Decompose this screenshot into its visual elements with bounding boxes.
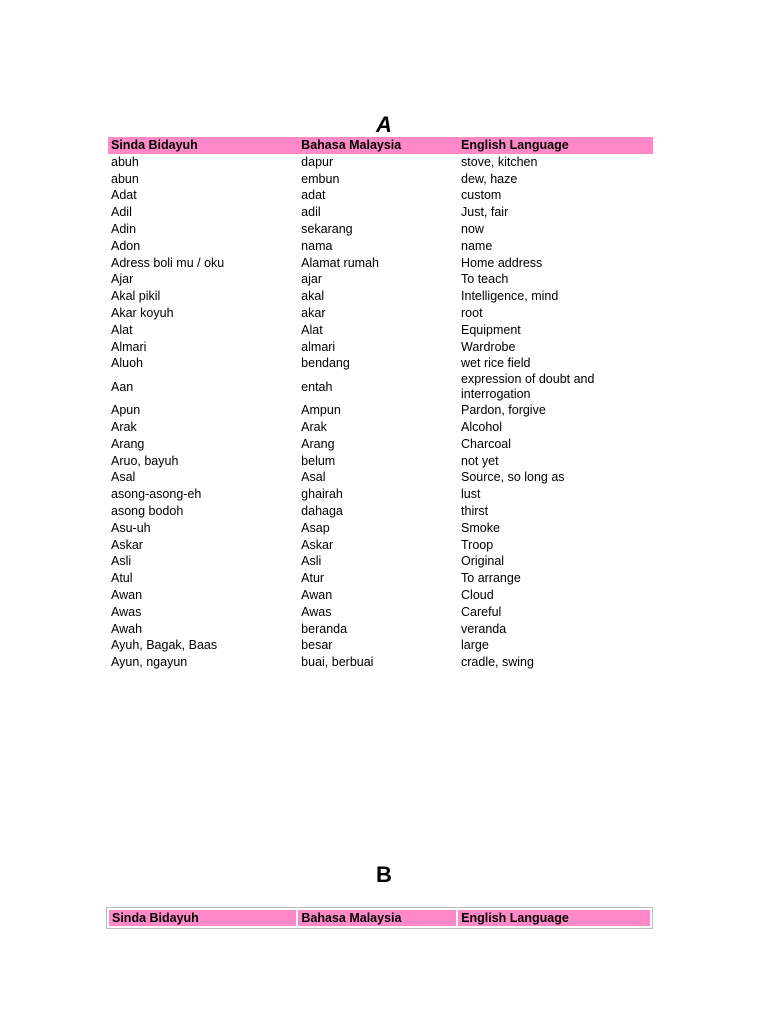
bahasa-malaysia-cell: Atur	[301, 571, 325, 586]
header-sinda-bidayuh: Sinda Bidayuh	[108, 137, 298, 154]
english-cell: Just, fair	[461, 205, 509, 220]
bahasa-malaysia-cell: Arang	[301, 436, 335, 451]
bahasa-malaysia-cell: Alamat rumah	[301, 255, 379, 270]
bahasa-malaysia-cell: besar	[301, 638, 333, 653]
table-row	[108, 255, 653, 272]
table-body-a	[108, 154, 653, 671]
table-row	[108, 587, 653, 604]
table-row	[108, 154, 653, 171]
table-row	[108, 436, 653, 453]
sinda-bidayuh-cell: Asli	[111, 554, 132, 569]
table-row	[108, 520, 653, 537]
sinda-bidayuh-cell: Adin	[111, 222, 137, 237]
bahasa-malaysia-cell: adil	[301, 205, 321, 220]
table-row	[108, 339, 653, 356]
bahasa-malaysia-cell: Askar	[301, 537, 334, 552]
bahasa-malaysia-cell: Asal	[301, 470, 326, 485]
bahasa-malaysia-cell: Asli	[301, 554, 322, 569]
bahasa-malaysia-cell: ajar	[301, 272, 323, 287]
english-cell: Original	[461, 554, 505, 569]
sinda-bidayuh-cell: Awas	[111, 604, 142, 619]
english-cell: dew, haze	[461, 171, 518, 186]
bahasa-malaysia-cell: Arak	[301, 420, 327, 435]
bahasa-malaysia-cell: Asap	[301, 520, 330, 535]
sinda-bidayuh-cell: Adress boli mu / oku	[111, 255, 225, 270]
table-row	[108, 171, 653, 188]
sinda-bidayuh-cell: Ayun, ngayun	[111, 655, 188, 670]
english-cell: cradle, swing	[461, 655, 534, 670]
bahasa-malaysia-cell: bendang	[301, 356, 350, 371]
table-row	[108, 305, 653, 322]
sinda-bidayuh-cell: Ajar	[111, 272, 134, 287]
table-row	[108, 486, 653, 503]
table-header-row	[109, 910, 650, 926]
header-bahasa-malaysia: Bahasa Malaysia	[298, 137, 458, 154]
bahasa-malaysia-cell: embun	[301, 171, 340, 186]
table-row	[108, 554, 653, 571]
sinda-bidayuh-cell: Aluoh	[111, 356, 143, 371]
table-row	[108, 503, 653, 520]
bahasa-malaysia-cell: almari	[301, 339, 336, 354]
table-row	[108, 537, 653, 554]
sinda-bidayuh-cell: Ayuh, Bagak, Baas	[111, 638, 218, 653]
english-cell: Careful	[461, 604, 502, 619]
table-row	[108, 221, 653, 238]
english-cell: now	[461, 222, 484, 237]
sinda-bidayuh-cell: Apun	[111, 403, 141, 418]
english-cell: not yet	[461, 453, 499, 468]
table-row	[108, 654, 653, 671]
english-cell: thirst	[461, 504, 489, 519]
english-cell: Wardrobe	[461, 339, 516, 354]
table-row	[108, 638, 653, 655]
table-row	[108, 419, 653, 436]
section-heading-b: B	[376, 862, 392, 887]
sinda-bidayuh-cell: Asu-uh	[111, 520, 151, 535]
header-english-language: English Language	[458, 137, 653, 154]
sinda-bidayuh-cell: Aan	[111, 379, 134, 394]
english-cell: Smoke	[461, 520, 500, 535]
table-row	[108, 470, 653, 487]
bahasa-malaysia-cell: ghairah	[301, 487, 343, 502]
bahasa-malaysia-cell: beranda	[301, 621, 348, 636]
sinda-bidayuh-cell: abuh	[111, 154, 139, 169]
sinda-bidayuh-cell: Arak	[111, 420, 137, 435]
english-cell: expression of doubt and interrogation	[461, 372, 595, 402]
english-cell: large	[461, 638, 489, 653]
bahasa-malaysia-cell: nama	[301, 238, 333, 253]
table-row	[108, 272, 653, 289]
table-row	[108, 188, 653, 205]
header-bahasa-malaysia: Bahasa Malaysia	[298, 910, 456, 926]
sinda-bidayuh-cell: asong-asong-eh	[111, 487, 202, 502]
dictionary-table-a	[108, 137, 653, 671]
sinda-bidayuh-cell: Adat	[111, 188, 137, 203]
bahasa-malaysia-cell: dapur	[301, 154, 334, 169]
sinda-bidayuh-cell: Asal	[111, 470, 136, 485]
english-cell: To arrange	[461, 571, 521, 586]
bahasa-malaysia-cell: Alat	[301, 322, 323, 337]
english-cell: root	[461, 306, 483, 321]
sinda-bidayuh-cell: Akar koyuh	[111, 306, 174, 321]
english-cell: veranda	[461, 621, 507, 636]
bahasa-malaysia-cell: belum	[301, 453, 336, 468]
table-row	[108, 453, 653, 470]
table-row	[108, 288, 653, 305]
bahasa-malaysia-cell: entah	[301, 379, 333, 394]
header-sinda-bidayuh: Sinda Bidayuh	[109, 910, 296, 926]
table-row	[108, 402, 653, 419]
sinda-bidayuh-cell: Akal pikil	[111, 289, 161, 304]
table-row	[108, 322, 653, 339]
sinda-bidayuh-cell: Alat	[111, 322, 133, 337]
bahasa-malaysia-cell: Awan	[301, 588, 333, 603]
table-row	[108, 204, 653, 221]
sinda-bidayuh-cell: Awah	[111, 621, 143, 636]
english-cell: wet rice field	[461, 356, 531, 371]
english-cell: lust	[461, 487, 481, 502]
english-cell: Cloud	[461, 588, 494, 603]
bahasa-malaysia-cell: Ampun	[301, 403, 341, 418]
english-cell: Equipment	[461, 322, 521, 337]
english-cell: Pardon, forgive	[461, 403, 546, 418]
sinda-bidayuh-cell: Arang	[111, 436, 145, 451]
sinda-bidayuh-cell: Askar	[111, 537, 143, 552]
section-heading-a: A	[376, 112, 392, 137]
english-cell: name	[461, 238, 493, 253]
sinda-bidayuh-cell: Adon	[111, 238, 141, 253]
bahasa-malaysia-cell: adat	[301, 188, 326, 203]
english-cell: stove, kitchen	[461, 154, 538, 169]
header-english-language: English Language	[458, 910, 650, 926]
table-row	[108, 372, 653, 402]
bahasa-malaysia-cell: akar	[301, 306, 326, 321]
english-cell: Home address	[461, 255, 543, 270]
english-cell: To teach	[461, 272, 509, 287]
table-row	[108, 604, 653, 621]
sinda-bidayuh-cell: asong bodoh	[111, 504, 184, 519]
bahasa-malaysia-cell: buai, berbuai	[301, 655, 374, 670]
english-cell: Charcoal	[461, 436, 512, 451]
bahasa-malaysia-cell: akal	[301, 289, 325, 304]
sinda-bidayuh-cell: Awan	[111, 588, 143, 603]
table-row	[108, 570, 653, 587]
english-cell: Source, so long as	[461, 470, 565, 485]
table-row	[108, 621, 653, 638]
dictionary-table-b	[106, 907, 653, 929]
sinda-bidayuh-cell: Adil	[111, 205, 132, 220]
table-header-row	[108, 137, 653, 154]
bahasa-malaysia-cell: sekarang	[301, 222, 353, 237]
english-cell: Alcohol	[461, 420, 503, 435]
english-cell: custom	[461, 188, 502, 203]
bahasa-malaysia-cell: Awas	[301, 604, 332, 619]
sinda-bidayuh-cell: Aruo, bayuh	[111, 453, 179, 468]
sinda-bidayuh-cell: Almari	[111, 339, 147, 354]
english-cell: Troop	[461, 537, 494, 552]
sinda-bidayuh-cell: abun	[111, 171, 139, 186]
bahasa-malaysia-cell: dahaga	[301, 504, 343, 519]
sinda-bidayuh-cell: Atul	[111, 571, 133, 586]
table-row	[108, 356, 653, 373]
table-row	[108, 238, 653, 255]
english-cell: Intelligence, mind	[461, 289, 559, 304]
